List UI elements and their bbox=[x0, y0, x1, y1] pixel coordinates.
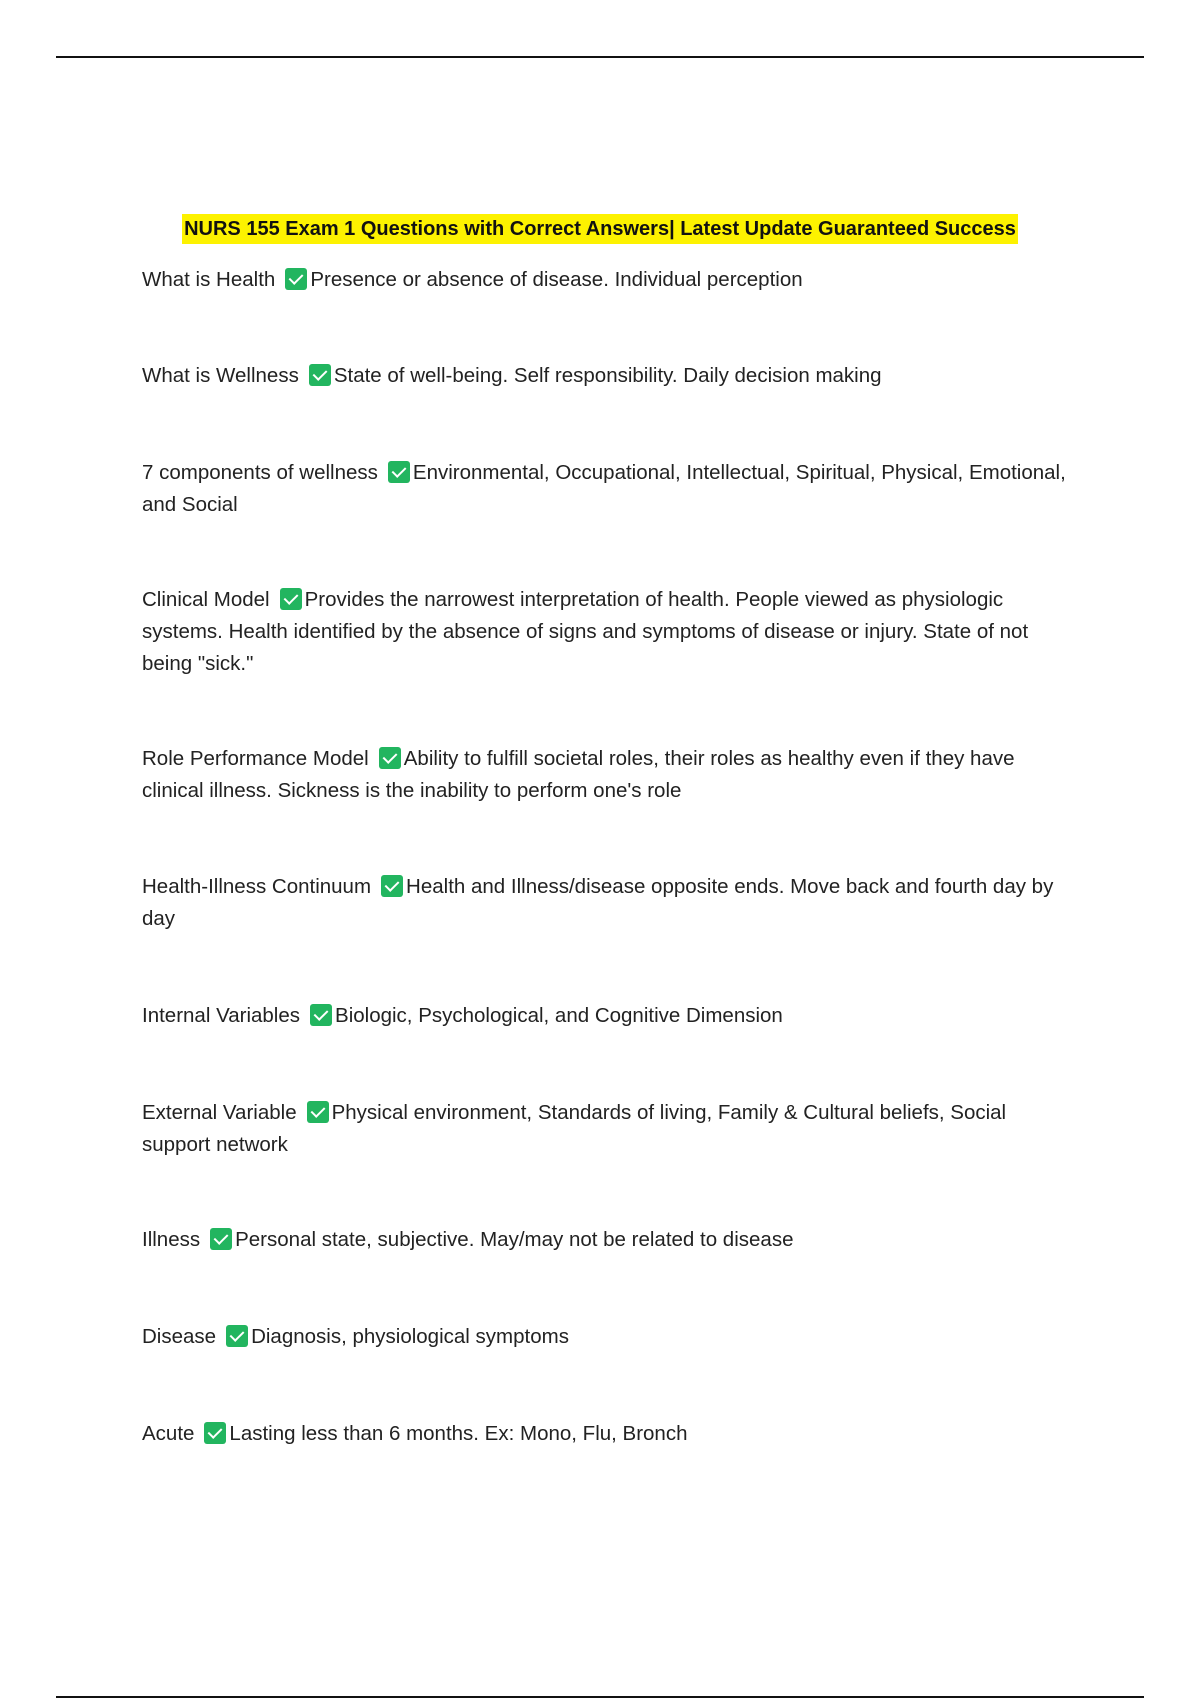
qa-answer: State of well-being. Self responsibility. Daily decision making bbox=[333, 364, 882, 387]
qa-answer: Health and Illness/disease opposite ends. Move back and fourth day by day bbox=[142, 875, 1054, 930]
qa-item-internal-variables bbox=[142, 1000, 1070, 1032]
qa-item-illness bbox=[142, 1224, 1070, 1256]
qa-term: Role Performance Model bbox=[142, 747, 369, 770]
qa-term: Disease bbox=[142, 1325, 217, 1348]
qa-answer: Biologic, Psychological, and Cognitive Dimension bbox=[335, 1004, 783, 1027]
qa-answer: Diagnosis, physiological symptoms bbox=[251, 1325, 569, 1348]
qa-item-wellness bbox=[142, 360, 1070, 392]
qa-item-health bbox=[142, 264, 1070, 296]
title-block bbox=[0, 214, 1200, 244]
checkmark-icon bbox=[388, 461, 410, 483]
qa-item-external-variable bbox=[142, 1097, 1070, 1161]
checkmark-icon bbox=[309, 364, 331, 386]
checkmark-icon bbox=[280, 588, 302, 610]
qa-term: 7 components of wellness bbox=[142, 461, 378, 484]
qa-term: What is Wellness bbox=[142, 364, 299, 387]
qa-answer: Ability to fulfill societal roles, their roles as healthy even if they have clinical illness. Sickness is the inability to perform one's role bbox=[142, 747, 1015, 802]
checkmark-icon bbox=[210, 1228, 232, 1250]
top-divider bbox=[56, 56, 1144, 58]
qa-term: Health-Illness Continuum bbox=[142, 875, 372, 898]
checkmark-icon bbox=[285, 268, 307, 290]
qa-answer: Personal state, subjective. May/may not be related to disease bbox=[235, 1228, 794, 1251]
qa-answer: Physical environment, Standards of living, Family & Cultural beliefs, Social support network bbox=[142, 1101, 1007, 1156]
qa-answer: Provides the narrowest interpretation of health. People viewed as physiologic systems. Health identified by the absence of signs and symptoms of disease or injury. State of not being "sick." bbox=[142, 588, 1029, 675]
qa-term: Acute bbox=[142, 1422, 195, 1445]
checkmark-icon bbox=[204, 1422, 226, 1444]
qa-item-health-illness-continuum bbox=[142, 871, 1070, 935]
qa-term: What is Health bbox=[142, 268, 276, 291]
checkmark-icon bbox=[307, 1101, 329, 1123]
qa-term: Internal Variables bbox=[142, 1004, 301, 1027]
qa-term: Illness bbox=[142, 1228, 201, 1251]
qa-item-acute bbox=[142, 1418, 1070, 1450]
checkmark-icon bbox=[379, 747, 401, 769]
bottom-divider bbox=[56, 1696, 1144, 1698]
qa-answer: Environmental, Occupational, Intellectual, Spiritual, Physical, Emotional, and Social bbox=[142, 461, 1066, 516]
qa-item-clinical-model bbox=[142, 584, 1070, 680]
checkmark-icon bbox=[381, 875, 403, 897]
qa-item-disease bbox=[142, 1321, 1070, 1353]
qa-term: External Variable bbox=[142, 1101, 297, 1124]
qa-item-role-performance-model bbox=[142, 743, 1070, 807]
document-title: NURS 155 Exam 1 Questions with Correct Answers| Latest Update Guaranteed Success bbox=[182, 214, 1018, 244]
qa-answer: Presence or absence of disease. Individual perception bbox=[310, 268, 803, 291]
checkmark-icon bbox=[310, 1004, 332, 1026]
qa-answer: Lasting less than 6 months. Ex: Mono, Flu, Bronch bbox=[229, 1422, 688, 1445]
checkmark-icon bbox=[226, 1325, 248, 1347]
qa-term: Clinical Model bbox=[142, 588, 270, 611]
qa-item-wellness-components bbox=[142, 457, 1070, 521]
